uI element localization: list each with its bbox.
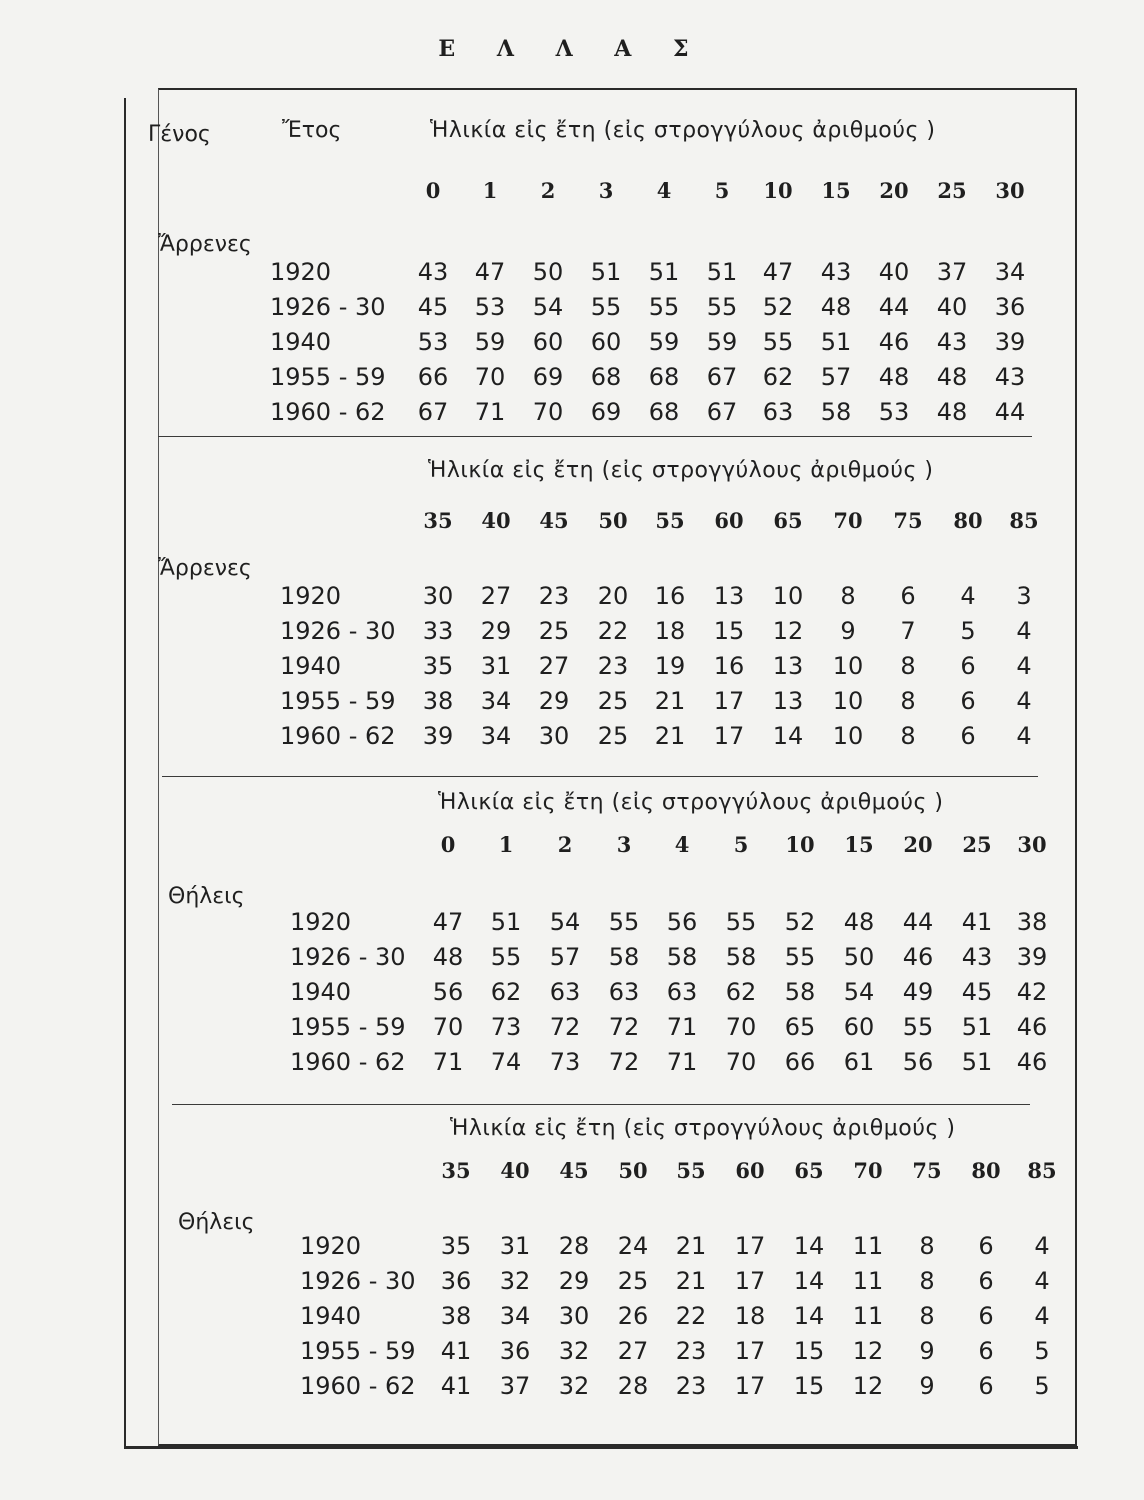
year-cell: 1940 (270, 328, 332, 356)
value-cell: 29 (538, 687, 570, 715)
value-cell: 48 (936, 363, 968, 391)
value-cell: 35 (440, 1232, 472, 1260)
value-cell: 57 (820, 363, 852, 391)
value-cell: 63 (549, 978, 581, 1006)
value-cell: 12 (772, 617, 804, 645)
value-cell: 62 (725, 978, 757, 1006)
age-column-header: 10 (785, 832, 815, 857)
value-cell: 10 (832, 652, 864, 680)
value-cell: 63 (608, 978, 640, 1006)
value-cell: 25 (538, 617, 570, 645)
age-column-header: 45 (559, 1158, 589, 1183)
value-cell: 37 (499, 1372, 531, 1400)
value-cell: 72 (549, 1013, 581, 1041)
age-column-header: 55 (676, 1158, 706, 1183)
age-column-header: 55 (655, 508, 685, 533)
value-cell: 15 (713, 617, 745, 645)
value-cell: 38 (440, 1302, 472, 1330)
value-cell: 5 (960, 617, 976, 645)
value-cell: 62 (762, 363, 794, 391)
value-cell: 48 (843, 908, 875, 936)
value-cell: 38 (1016, 908, 1048, 936)
value-cell: 20 (597, 582, 629, 610)
age-column-header: 40 (500, 1158, 530, 1183)
value-cell: 68 (648, 398, 680, 426)
value-cell: 21 (654, 687, 686, 715)
value-cell: 55 (902, 1013, 934, 1041)
sex-label: Ἄρρενες (158, 232, 252, 257)
year-cell: 1960 - 62 (270, 398, 386, 426)
value-cell: 46 (878, 328, 910, 356)
age-column-header: 4 (674, 832, 690, 857)
value-cell: 59 (474, 328, 506, 356)
value-cell: 8 (900, 722, 916, 750)
value-cell: 58 (784, 978, 816, 1006)
value-cell: 34 (499, 1302, 531, 1330)
age-column-header: 3 (616, 832, 632, 857)
age-column-header: 2 (540, 178, 556, 203)
value-cell: 71 (432, 1048, 464, 1076)
age-column-header: 0 (440, 832, 456, 857)
value-cell: 8 (900, 687, 916, 715)
value-cell: 26 (617, 1302, 649, 1330)
value-cell: 43 (936, 328, 968, 356)
value-cell: 21 (675, 1267, 707, 1295)
value-cell: 39 (422, 722, 454, 750)
age-column-header: 1 (498, 832, 514, 857)
value-cell: 69 (532, 363, 564, 391)
value-cell: 23 (675, 1337, 707, 1365)
value-cell: 16 (713, 652, 745, 680)
section-divider (162, 776, 1038, 777)
value-cell: 69 (590, 398, 622, 426)
age-column-header: 35 (423, 508, 453, 533)
year-cell: 1960 - 62 (290, 1048, 406, 1076)
value-cell: 10 (832, 722, 864, 750)
age-column-header: 30 (1017, 832, 1047, 857)
value-cell: 44 (878, 293, 910, 321)
value-cell: 55 (608, 908, 640, 936)
value-cell: 43 (417, 258, 449, 286)
value-cell: 8 (919, 1232, 935, 1260)
value-cell: 68 (590, 363, 622, 391)
value-cell: 46 (902, 943, 934, 971)
value-cell: 39 (1016, 943, 1048, 971)
value-cell: 31 (480, 652, 512, 680)
value-cell: 21 (654, 722, 686, 750)
value-cell: 58 (608, 943, 640, 971)
age-column-header: 80 (971, 1158, 1001, 1183)
value-cell: 16 (654, 582, 686, 610)
value-cell: 14 (793, 1302, 825, 1330)
value-cell: 6 (960, 652, 976, 680)
value-cell: 71 (666, 1048, 698, 1076)
value-cell: 21 (675, 1232, 707, 1260)
value-cell: 19 (654, 652, 686, 680)
value-cell: 28 (617, 1372, 649, 1400)
age-column-header: 10 (763, 178, 793, 203)
value-cell: 66 (417, 363, 449, 391)
value-cell: 55 (725, 908, 757, 936)
value-cell: 58 (666, 943, 698, 971)
value-cell: 13 (713, 582, 745, 610)
value-cell: 28 (558, 1232, 590, 1260)
value-cell: 56 (432, 978, 464, 1006)
age-column-header: 75 (893, 508, 923, 533)
age-column-header: 1 (482, 178, 498, 203)
value-cell: 55 (648, 293, 680, 321)
value-cell: 45 (417, 293, 449, 321)
age-column-header: 20 (903, 832, 933, 857)
year-cell: 1940 (280, 652, 342, 680)
value-cell: 25 (597, 687, 629, 715)
value-cell: 25 (617, 1267, 649, 1295)
value-cell: 15 (793, 1372, 825, 1400)
value-cell: 51 (961, 1048, 993, 1076)
value-cell: 23 (597, 652, 629, 680)
value-cell: 10 (832, 687, 864, 715)
value-cell: 40 (936, 293, 968, 321)
age-column-header: 20 (879, 178, 909, 203)
value-cell: 54 (843, 978, 875, 1006)
value-cell: 70 (725, 1013, 757, 1041)
value-cell: 12 (852, 1372, 884, 1400)
value-cell: 37 (936, 258, 968, 286)
value-cell: 4 (1016, 617, 1032, 645)
value-cell: 43 (961, 943, 993, 971)
value-cell: 8 (900, 652, 916, 680)
year-cell: 1920 (300, 1232, 362, 1260)
value-cell: 74 (490, 1048, 522, 1076)
value-cell: 55 (784, 943, 816, 971)
value-cell: 4 (960, 582, 976, 610)
age-column-header: 70 (853, 1158, 883, 1183)
year-cell: 1920 (270, 258, 332, 286)
age-caption: Ἡλικία εἰς ἔτη (εἰς στρογγύλους ἀριθμούς ) (438, 790, 944, 815)
value-cell: 4 (1016, 722, 1032, 750)
age-column-header: 65 (773, 508, 803, 533)
value-cell: 34 (994, 258, 1026, 286)
value-cell: 17 (734, 1372, 766, 1400)
value-cell: 41 (961, 908, 993, 936)
year-cell: 1926 - 30 (280, 617, 396, 645)
value-cell: 4 (1016, 652, 1032, 680)
age-column-header: 75 (912, 1158, 942, 1183)
value-cell: 7 (900, 617, 916, 645)
year-cell: 1920 (290, 908, 352, 936)
value-cell: 58 (820, 398, 852, 426)
age-column-header: 30 (995, 178, 1025, 203)
value-cell: 36 (440, 1267, 472, 1295)
value-cell: 54 (549, 908, 581, 936)
value-cell: 45 (961, 978, 993, 1006)
age-column-header: 70 (833, 508, 863, 533)
value-cell: 47 (762, 258, 794, 286)
section-divider (158, 436, 1032, 437)
value-cell: 44 (902, 908, 934, 936)
year-cell: 1926 - 30 (290, 943, 406, 971)
value-cell: 29 (480, 617, 512, 645)
value-cell: 73 (490, 1013, 522, 1041)
value-cell: 48 (936, 398, 968, 426)
value-cell: 71 (666, 1013, 698, 1041)
value-cell: 49 (902, 978, 934, 1006)
value-cell: 67 (706, 363, 738, 391)
value-cell: 61 (843, 1048, 875, 1076)
value-cell: 11 (852, 1267, 884, 1295)
value-cell: 43 (994, 363, 1026, 391)
value-cell: 41 (440, 1372, 472, 1400)
value-cell: 23 (675, 1372, 707, 1400)
age-column-header: 5 (733, 832, 749, 857)
value-cell: 70 (432, 1013, 464, 1041)
value-cell: 9 (840, 617, 856, 645)
value-cell: 68 (648, 363, 680, 391)
value-cell: 50 (843, 943, 875, 971)
age-column-header: 25 (937, 178, 967, 203)
value-cell: 63 (666, 978, 698, 1006)
value-cell: 13 (772, 652, 804, 680)
value-cell: 60 (843, 1013, 875, 1041)
value-cell: 27 (480, 582, 512, 610)
value-cell: 72 (608, 1013, 640, 1041)
value-cell: 63 (762, 398, 794, 426)
value-cell: 40 (878, 258, 910, 286)
value-cell: 4 (1034, 1232, 1050, 1260)
year-cell: 1960 - 62 (300, 1372, 416, 1400)
value-cell: 48 (878, 363, 910, 391)
year-cell: 1926 - 30 (300, 1267, 416, 1295)
value-cell: 32 (558, 1337, 590, 1365)
value-cell: 50 (532, 258, 564, 286)
section-divider (172, 1104, 1030, 1105)
value-cell: 14 (793, 1267, 825, 1295)
value-cell: 70 (725, 1048, 757, 1076)
year-cell: 1955 - 59 (300, 1337, 416, 1365)
value-cell: 58 (725, 943, 757, 971)
age-column-header: 80 (953, 508, 983, 533)
page-title: Ε Λ Λ Α Σ (438, 36, 706, 62)
year-cell: 1955 - 59 (290, 1013, 406, 1041)
value-cell: 29 (558, 1267, 590, 1295)
value-cell: 14 (772, 722, 804, 750)
age-column-header: 3 (598, 178, 614, 203)
value-cell: 6 (978, 1337, 994, 1365)
value-cell: 8 (840, 582, 856, 610)
value-cell: 46 (1016, 1013, 1048, 1041)
age-caption: Ἡλικία εἰς ἔτη (εἰς στρογγύλους ἀριθμούς ) (450, 1116, 956, 1141)
value-cell: 31 (499, 1232, 531, 1260)
value-cell: 6 (978, 1302, 994, 1330)
value-cell: 46 (1016, 1048, 1048, 1076)
value-cell: 36 (499, 1337, 531, 1365)
value-cell: 4 (1034, 1302, 1050, 1330)
value-cell: 22 (675, 1302, 707, 1330)
value-cell: 59 (706, 328, 738, 356)
value-cell: 27 (617, 1337, 649, 1365)
age-column-header: 50 (598, 508, 628, 533)
value-cell: 8 (919, 1302, 935, 1330)
value-cell: 38 (422, 687, 454, 715)
value-cell: 10 (772, 582, 804, 610)
value-cell: 6 (900, 582, 916, 610)
value-cell: 47 (432, 908, 464, 936)
value-cell: 4 (1016, 687, 1032, 715)
value-cell: 6 (978, 1372, 994, 1400)
year-cell: 1955 - 59 (280, 687, 396, 715)
value-cell: 43 (820, 258, 852, 286)
age-column-header: 25 (962, 832, 992, 857)
value-cell: 60 (590, 328, 622, 356)
value-cell: 4 (1034, 1267, 1050, 1295)
value-cell: 12 (852, 1337, 884, 1365)
value-cell: 57 (549, 943, 581, 971)
age-caption: Ἡλικία εἰς ἔτη (εἰς στρογγύλους ἀριθμούς ) (428, 458, 934, 483)
age-column-header: 85 (1027, 1158, 1057, 1183)
value-cell: 22 (597, 617, 629, 645)
age-column-header: 35 (441, 1158, 471, 1183)
value-cell: 30 (558, 1302, 590, 1330)
age-caption: Ἡλικία εἰς ἔτη (εἰς στρογγύλους ἀριθμούς ) (430, 118, 936, 143)
value-cell: 11 (852, 1302, 884, 1330)
value-cell: 32 (499, 1267, 531, 1295)
value-cell: 70 (532, 398, 564, 426)
value-cell: 30 (538, 722, 570, 750)
value-cell: 9 (919, 1337, 935, 1365)
age-column-header: 60 (714, 508, 744, 533)
value-cell: 33 (422, 617, 454, 645)
value-cell: 8 (919, 1267, 935, 1295)
value-cell: 52 (762, 293, 794, 321)
value-cell: 51 (820, 328, 852, 356)
value-cell: 34 (480, 722, 512, 750)
value-cell: 6 (978, 1232, 994, 1260)
value-cell: 23 (538, 582, 570, 610)
year-cell: 1940 (300, 1302, 362, 1330)
value-cell: 55 (762, 328, 794, 356)
year-cell: 1920 (280, 582, 342, 610)
value-cell: 73 (549, 1048, 581, 1076)
value-cell: 11 (852, 1232, 884, 1260)
value-cell: 47 (474, 258, 506, 286)
value-cell: 6 (960, 687, 976, 715)
value-cell: 53 (417, 328, 449, 356)
value-cell: 18 (654, 617, 686, 645)
year-cell: 1940 (290, 978, 352, 1006)
value-cell: 36 (994, 293, 1026, 321)
value-cell: 62 (490, 978, 522, 1006)
value-cell: 67 (706, 398, 738, 426)
value-cell: 71 (474, 398, 506, 426)
value-cell: 66 (784, 1048, 816, 1076)
age-column-header: 4 (656, 178, 672, 203)
age-column-header: 15 (821, 178, 851, 203)
age-column-header: 45 (539, 508, 569, 533)
value-cell: 53 (878, 398, 910, 426)
value-cell: 67 (417, 398, 449, 426)
value-cell: 14 (793, 1232, 825, 1260)
value-cell: 72 (608, 1048, 640, 1076)
value-cell: 6 (960, 722, 976, 750)
year-cell: 1960 - 62 (280, 722, 396, 750)
value-cell: 65 (784, 1013, 816, 1041)
value-cell: 5 (1034, 1372, 1050, 1400)
value-cell: 60 (532, 328, 564, 356)
value-cell: 55 (490, 943, 522, 971)
value-cell: 51 (490, 908, 522, 936)
header-sex: Γένος (148, 122, 211, 147)
year-cell: 1955 - 59 (270, 363, 386, 391)
value-cell: 3 (1016, 582, 1032, 610)
sex-label: Θήλεις (178, 1210, 255, 1235)
value-cell: 55 (706, 293, 738, 321)
value-cell: 42 (1016, 978, 1048, 1006)
value-cell: 34 (480, 687, 512, 715)
value-cell: 51 (706, 258, 738, 286)
value-cell: 48 (820, 293, 852, 321)
age-column-header: 60 (735, 1158, 765, 1183)
value-cell: 13 (772, 687, 804, 715)
value-cell: 48 (432, 943, 464, 971)
sex-label: Ἄρρενες (158, 556, 252, 581)
value-cell: 25 (597, 722, 629, 750)
value-cell: 54 (532, 293, 564, 321)
value-cell: 56 (666, 908, 698, 936)
value-cell: 9 (919, 1372, 935, 1400)
age-column-header: 0 (425, 178, 441, 203)
value-cell: 32 (558, 1372, 590, 1400)
age-column-header: 2 (557, 832, 573, 857)
value-cell: 56 (902, 1048, 934, 1076)
value-cell: 55 (590, 293, 622, 321)
age-column-header: 40 (481, 508, 511, 533)
value-cell: 17 (734, 1232, 766, 1260)
value-cell: 17 (713, 687, 745, 715)
value-cell: 5 (1034, 1337, 1050, 1365)
value-cell: 53 (474, 293, 506, 321)
value-cell: 27 (538, 652, 570, 680)
value-cell: 51 (590, 258, 622, 286)
age-column-header: 5 (714, 178, 730, 203)
age-column-header: 50 (618, 1158, 648, 1183)
value-cell: 59 (648, 328, 680, 356)
value-cell: 24 (617, 1232, 649, 1260)
value-cell: 70 (474, 363, 506, 391)
value-cell: 51 (648, 258, 680, 286)
value-cell: 17 (734, 1267, 766, 1295)
value-cell: 51 (961, 1013, 993, 1041)
value-cell: 30 (422, 582, 454, 610)
age-column-header: 85 (1009, 508, 1039, 533)
value-cell: 15 (793, 1337, 825, 1365)
value-cell: 44 (994, 398, 1026, 426)
age-column-header: 15 (844, 832, 874, 857)
value-cell: 6 (978, 1267, 994, 1295)
sex-label: Θήλεις (168, 884, 245, 909)
value-cell: 52 (784, 908, 816, 936)
age-column-header: 65 (794, 1158, 824, 1183)
value-cell: 17 (713, 722, 745, 750)
year-cell: 1926 - 30 (270, 293, 386, 321)
value-cell: 39 (994, 328, 1026, 356)
value-cell: 17 (734, 1337, 766, 1365)
value-cell: 35 (422, 652, 454, 680)
header-year: Ἔτος (282, 118, 342, 143)
value-cell: 18 (734, 1302, 766, 1330)
value-cell: 41 (440, 1337, 472, 1365)
